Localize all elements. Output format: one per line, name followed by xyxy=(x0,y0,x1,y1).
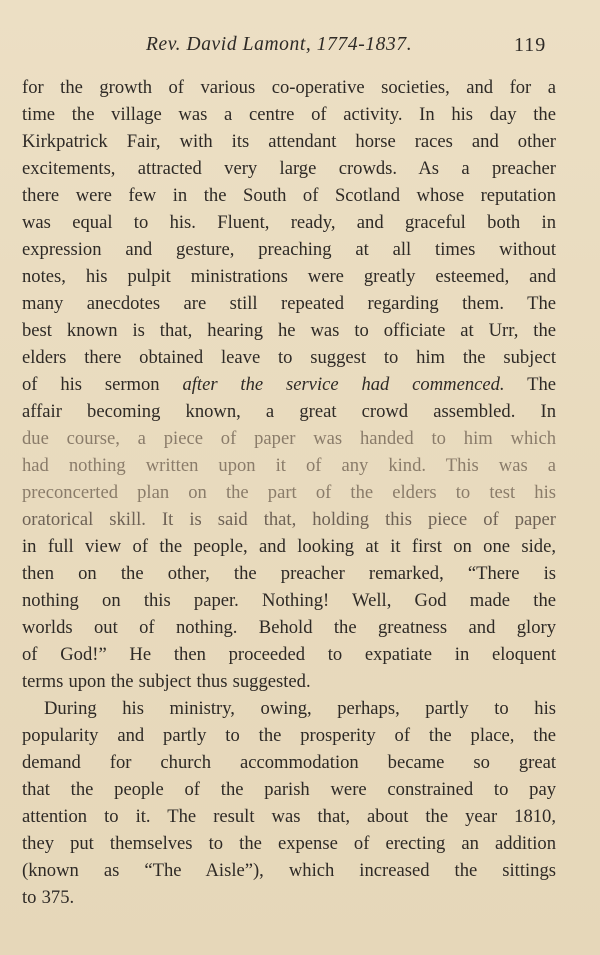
text-line: for the growth of various co-operative societies, and for a xyxy=(22,77,556,98)
text-line: affair becoming known, a great crowd assembled. In xyxy=(22,401,556,422)
text-line: many anecdotes are still repeated regarding them. The xyxy=(22,293,556,314)
text-line: in full view of the people, and looking at it first on one side, xyxy=(22,536,556,557)
text-line: oratorical skill. It is said that, holding this piece of paper xyxy=(22,509,556,530)
text-line: there were few in the South of Scotland whose reputation xyxy=(22,185,556,206)
text-line: elders there obtained leave to suggest to him the subject xyxy=(22,347,556,368)
text-line: that the people of the parish were constrained to pay xyxy=(22,779,556,800)
text-line: preconcerted plan on the part of the elders to test his xyxy=(22,482,556,503)
page-number: 119 xyxy=(514,34,547,56)
text-line: nothing on this paper. Nothing! Well, God made the xyxy=(22,590,556,611)
text-line: expression and gesture, preaching at all times without xyxy=(22,239,556,260)
text-line: terms upon the subject thus suggested. xyxy=(22,671,311,692)
text-line: they put themselves to the expense of erecting an addition xyxy=(22,833,556,854)
text-line: (known as “The Aisle”), which increased the sittings xyxy=(22,860,556,881)
text-line: popularity and partly to the prosperity of the place, the xyxy=(22,725,556,746)
text-line: notes, his pulpit ministrations were greatly esteemed, and xyxy=(22,266,556,287)
text-line-with-italic xyxy=(22,371,556,398)
italic-phrase: after the service had commenced. xyxy=(182,374,505,395)
text-line: time the village was a centre of activity. In his day the xyxy=(22,104,556,125)
text-line: was equal to his. Fluent, ready, and graceful both in xyxy=(22,212,556,233)
running-title: Rev. David Lamont, 1774-1837. xyxy=(146,34,413,55)
text-line: attention to it. The result was that, about the year 1810, xyxy=(22,806,556,827)
paragraph-start-line: During his ministry, owing, perhaps, partly to his xyxy=(44,698,556,719)
body-text xyxy=(22,74,556,911)
text-line: worlds out of nothing. Behold the greatness and glory xyxy=(22,617,556,638)
text-line: demand for church accommodation became so great xyxy=(22,752,556,773)
text-line: excitements, attracted very large crowds. As a preacher xyxy=(22,158,556,179)
text-line: due course, a piece of paper was handed to him which xyxy=(22,428,556,449)
text-line: then on the other, the preacher remarked, “There is xyxy=(22,563,556,584)
running-head xyxy=(0,34,600,60)
text-line: best known is that, hearing he was to officiate at Urr, the xyxy=(22,320,556,341)
text-line: had nothing written upon it of any kind. This was a xyxy=(22,455,556,476)
text-line: Kirkpatrick Fair, with its attendant horse races and other xyxy=(22,131,556,152)
line-segment: of his sermon xyxy=(22,374,183,395)
line-segment: The xyxy=(527,374,557,395)
text-line: of God!” He then proceeded to expatiate in eloquent xyxy=(22,644,556,665)
text-line: to 375. xyxy=(22,887,75,908)
